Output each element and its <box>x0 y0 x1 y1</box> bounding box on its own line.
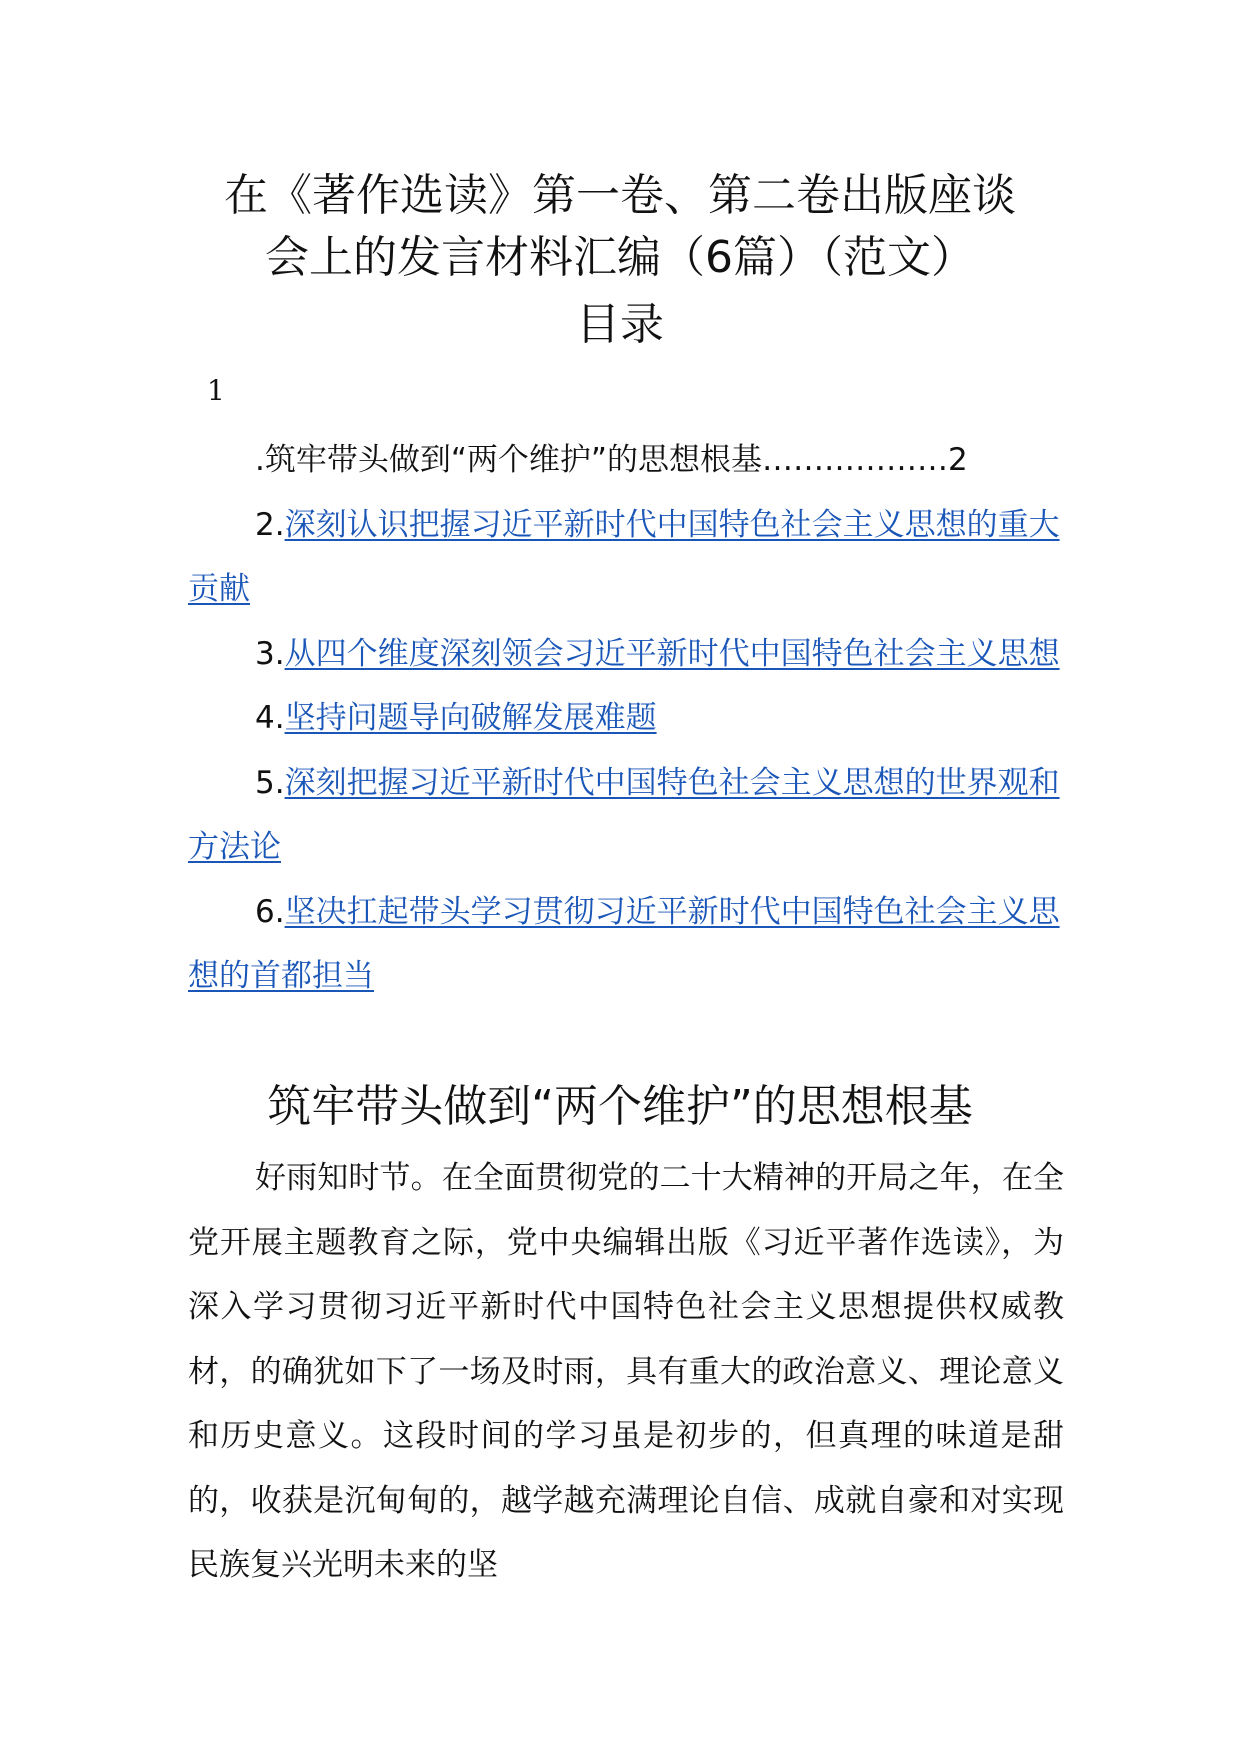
toc-item-3-number: 3. <box>255 635 285 672</box>
toc-link-6[interactable]: 坚决扛起带头学习贯彻习近平新时代中国特色社会主义思想的首都担当 <box>188 893 1060 994</box>
toc-item-6-number: 6. <box>255 893 285 930</box>
page-number-marker: 1 <box>207 374 225 407</box>
toc-item-4 <box>188 686 1064 751</box>
document-title-line-2: 会上的发言材料汇编（6篇）（范文） <box>265 232 975 283</box>
toc-item-6 <box>188 880 1064 1009</box>
toc-heading: 目录 <box>576 299 664 350</box>
toc-item-2 <box>188 493 1064 622</box>
document-title <box>150 165 1090 289</box>
table-of-contents <box>188 428 1064 1009</box>
toc-item-2-number: 2. <box>255 506 285 543</box>
toc-link-5[interactable]: 深刻把握习近平新时代中国特色社会主义思想的世界观和方法论 <box>188 764 1060 865</box>
toc-link-3[interactable]: 从四个维度深刻领会习近平新时代中国特色社会主义思想 <box>284 635 1060 672</box>
toc-item-5 <box>188 751 1064 880</box>
toc-item-4-number: 4. <box>255 700 285 736</box>
toc-item-5-number: 5. <box>255 764 285 801</box>
toc-item-1-text[interactable]: .筑牢带头做到“两个维护”的思想根基………………2 <box>255 442 968 478</box>
document-title-line-1: 在《著作选读》第一卷、第二卷出版座谈 <box>224 170 1016 221</box>
toc-item-3 <box>188 622 1064 687</box>
toc-link-2[interactable]: 深刻认识把握习近平新时代中国特色社会主义思想的重大贡献 <box>188 506 1060 607</box>
section-title: 筑牢带头做到“两个维护”的思想根基 <box>267 1081 973 1132</box>
toc-link-4[interactable]: 坚持问题导向破解发展难题 <box>284 700 657 736</box>
body-paragraph: 好雨知时节。在全面贯彻党的二十大精神的开局之年，在全党开展主题教育之际，党中央编辑出版《习近平著作选读》，为深入学习贯彻习近平新时代中国特色社会主义思想提供权威教材，的确犹如下了一场及时雨，具有重大的政治意义、理论意义和历史意义。这段时间的学习虽是初步的，但真理的味道是甜的，收获是沉甸甸的，越学越充满理论自信、成就自豪和对实现民族复兴光明未来的坚 <box>188 1160 1064 1583</box>
toc-item-1[interactable] <box>188 428 1064 493</box>
